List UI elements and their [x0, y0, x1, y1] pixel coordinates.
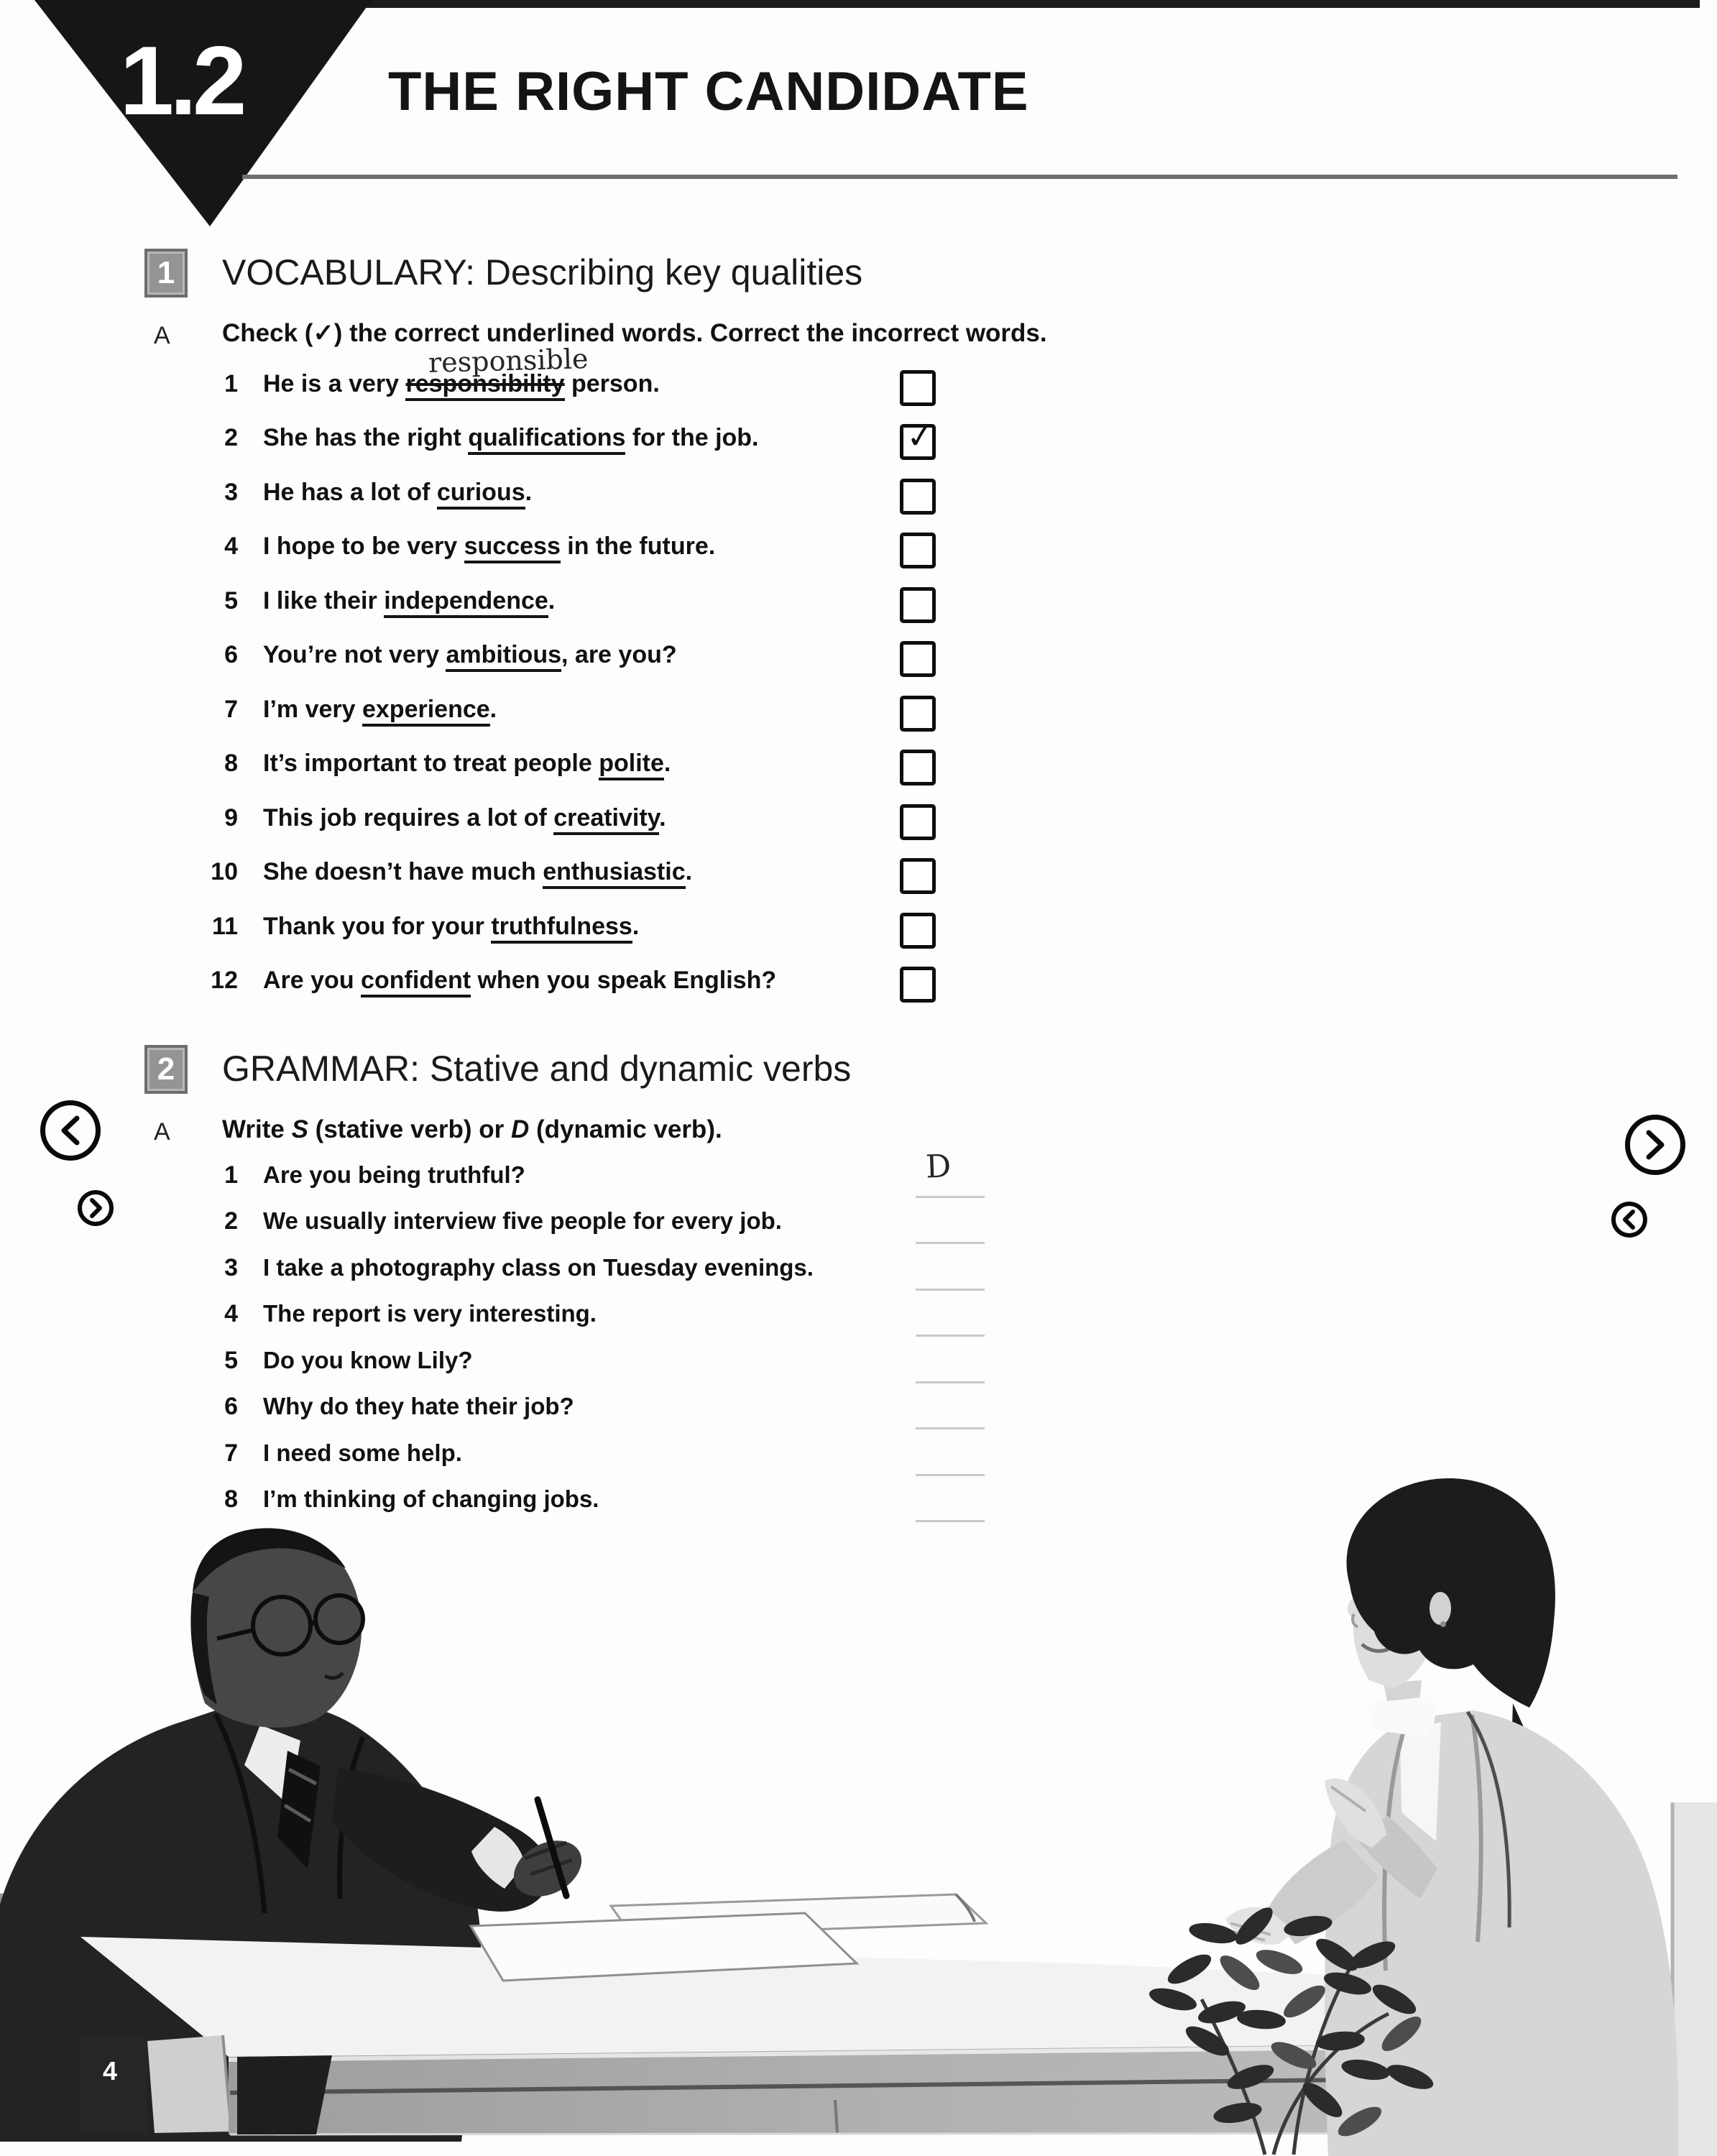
item-number: 12 [211, 967, 238, 994]
underlined-word: responsibility [405, 370, 564, 401]
item-text: I like their independence. [263, 587, 555, 615]
underlined-word: enthusiastic [543, 858, 685, 889]
item-number: 10 [211, 858, 238, 885]
section-1-badge: 1 [144, 249, 188, 298]
item-text: I take a photography class on Tuesday evenings. [263, 1254, 814, 1281]
item-number: 1 [224, 370, 238, 397]
vocab-item-5 [0, 587, 1078, 642]
underlined-word: polite [599, 750, 664, 780]
answer-line[interactable] [916, 1196, 985, 1198]
item-text: He is a very responsibility person. [263, 370, 660, 398]
underlined-word: success [464, 533, 561, 563]
item-number: 4 [224, 1300, 238, 1327]
vocab-item-2 [0, 415, 1078, 479]
underlined-word: creativity [553, 804, 659, 835]
page-number: 4 [103, 2056, 118, 2086]
answer-line[interactable] [916, 1335, 985, 1337]
vocabulary-instruction: Check (✓) the correct underlined words. Correct the incorrect words. [222, 319, 1047, 347]
item-text: Thank you for your truthfulness. [263, 913, 639, 941]
answer-checkbox[interactable] [900, 858, 936, 894]
answer-checkbox[interactable] [900, 696, 936, 732]
underlined-word: independence [384, 587, 548, 618]
item-text: You’re not very ambitious, are you? [263, 641, 677, 669]
handwritten-checkmark: ✓ [904, 415, 936, 457]
title-rule [242, 175, 1677, 179]
vocab-item-9 [0, 804, 1078, 859]
item-number: 3 [224, 479, 238, 506]
interview-photo [0, 1466, 1717, 2156]
answer-checkbox[interactable] [900, 479, 936, 515]
underlined-word: ambitious [446, 641, 561, 672]
answer-checkbox[interactable] [900, 750, 936, 786]
underlined-word: qualifications [468, 424, 625, 455]
vocab-item-12 [0, 967, 1078, 1021]
answer-checkbox[interactable] [900, 370, 936, 406]
item-number: 3 [224, 1254, 238, 1281]
answer-checkbox[interactable] [900, 804, 936, 840]
chevron-right-icon [1644, 1130, 1666, 1160]
vocab-item-4 [0, 533, 1078, 587]
vocab-item-8 [0, 750, 1078, 804]
answer-line[interactable] [916, 1289, 985, 1291]
item-text: I’m very experience. [263, 696, 497, 724]
item-text: I hope to be very success in the future. [263, 533, 715, 561]
section-2-badge: 2 [144, 1045, 188, 1094]
vocab-item-11 [0, 913, 1078, 967]
item-text: This job requires a lot of creativity. [263, 804, 666, 832]
answer-checkbox[interactable] [900, 587, 936, 623]
chevron-left-icon [60, 1115, 81, 1146]
underlined-word: confident [361, 967, 471, 998]
exercise-a-label: A [154, 1118, 170, 1146]
item-text: Are you being truthful? [263, 1161, 525, 1188]
item-text: He has a lot of curious. [263, 479, 532, 507]
item-text: She doesn’t have much enthusiastic. [263, 858, 692, 886]
item-number: 8 [224, 1485, 238, 1513]
answer-checkbox[interactable] [900, 913, 936, 949]
item-number: 7 [224, 696, 238, 723]
answer-line[interactable] [916, 1381, 985, 1383]
item-text: Are you confident when you speak English? [263, 967, 776, 995]
item-number: 2 [224, 1207, 238, 1235]
item-number: 9 [224, 804, 238, 831]
item-text: Why do they hate their job? [263, 1393, 574, 1419]
item-text: I need some help. [263, 1439, 462, 1466]
chevron-left-icon [1622, 1210, 1637, 1230]
secondary-forward-button[interactable] [78, 1190, 114, 1226]
answer-checkbox[interactable] [900, 533, 936, 568]
next-page-button[interactable] [1625, 1115, 1685, 1175]
unit-number: 1.2 [119, 26, 243, 135]
underlined-word: truthfulness [491, 913, 632, 944]
answer-checkbox[interactable] [900, 641, 936, 677]
handwritten-answer-d: D [925, 1148, 952, 1186]
item-text: I’m thinking of changing jobs. [263, 1485, 599, 1512]
vocab-item-6 [0, 641, 1078, 696]
vocab-item-10 [0, 858, 1078, 913]
item-number: 6 [224, 641, 238, 668]
vocab-item-7 [0, 696, 1078, 750]
answer-line[interactable] [916, 1242, 985, 1244]
vocab-item-3 [0, 479, 1078, 533]
item-number: 1 [224, 1161, 238, 1189]
page-title: THE RIGHT CANDIDATE [388, 61, 1029, 122]
grammar-heading: GRAMMAR: Stative and dynamic verbs [222, 1049, 852, 1089]
answer-checkbox[interactable] [900, 967, 936, 1003]
item-number: 11 [212, 913, 238, 940]
item-text: Do you know Lily? [263, 1347, 473, 1373]
item-text: The report is very interesting. [263, 1300, 597, 1327]
item-number: 5 [224, 587, 238, 614]
chevron-right-icon [88, 1198, 103, 1218]
item-number: 7 [224, 1439, 238, 1467]
answer-line[interactable] [916, 1427, 985, 1429]
grammar-instruction: Write S (stative verb) or D (dynamic verb). [222, 1115, 722, 1143]
top-border-strip [359, 0, 1700, 8]
item-text: She has the right qualifications for the job. [263, 424, 759, 452]
item-number: 5 [224, 1347, 238, 1374]
item-text: It’s important to treat people polite. [263, 750, 671, 778]
secondary-back-button[interactable] [1611, 1202, 1647, 1238]
exercise-a-label: A [154, 322, 170, 349]
handwritten-correction: responsible [428, 343, 589, 379]
item-number: 4 [224, 533, 238, 560]
prev-page-button[interactable] [40, 1100, 101, 1161]
item-number: 6 [224, 1393, 238, 1420]
underlined-word: experience [362, 696, 490, 727]
item-text: We usually interview five people for every job. [263, 1207, 782, 1234]
underlined-word: curious [437, 479, 525, 510]
vocabulary-heading: VOCABULARY: Describing key qualities [222, 252, 863, 292]
answer-checkbox-checked[interactable] [900, 415, 936, 460]
item-number: 8 [224, 750, 238, 777]
item-number: 2 [224, 424, 238, 451]
